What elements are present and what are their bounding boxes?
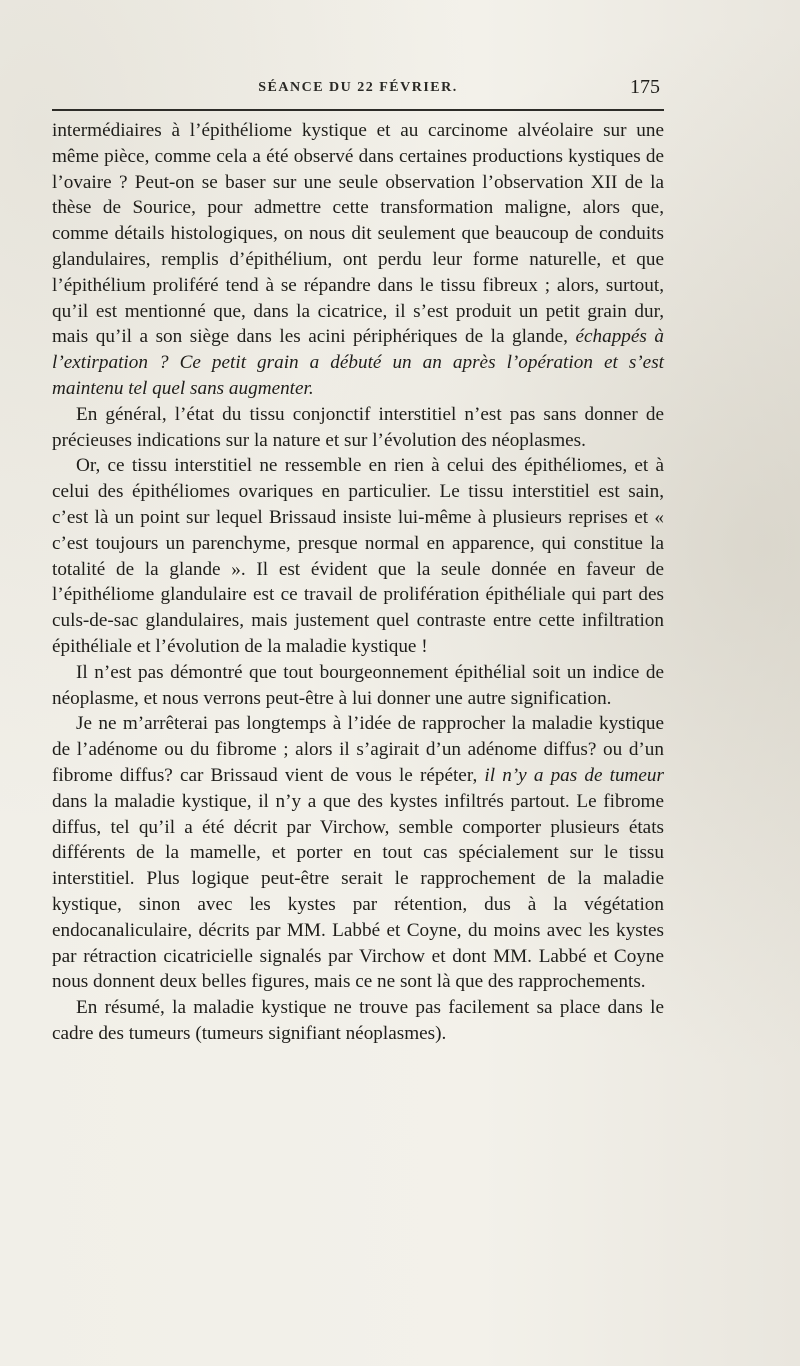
page-header [52, 76, 664, 104]
text-run: dans la maladie kystique, il n’y a que des kystes infiltrés partout. Le fibrome diffus, tel qu’il a été décrit par Virchow, semble comporter plusieurs états différents de la mamelle, et porter en tout cas spécialement sur le tissu interstitiel. Plus logique peut-être serait le rapprochement de la maladie kystique, sinon avec les kystes par rétention, dus à la végétation endocanaliculaire, décrits par MM. Labbé et Coyne, du moins avec les kystes par rétraction cicatricielle signalés par Virchow et dont MM. Labbé et Coyne nous donnent deux belles figures, mais ce ne sont là que des rapprochements. [52, 790, 664, 993]
text-run: Or, ce tissu interstitiel ne ressemble en rien à celui des épithéliomes, et à celui des épithéliomes ovariques en particulier. Le tissu interstitiel est sain, c’est là un point sur lequel Brissaud insiste lui-même à plusieurs reprises et « c’est toujours un parenchyme, presque normal en apparence, qui constitue la totalité de la glande ». Il est évident que la seule donnée en faveur de l’épithéliome glandulaire est ce travail de prolifération épithéliale qui part des culs-de-sac glandulaires, mais justement quel contraste entre cette infiltration épithéliale et l’évolution de la maladie kystique ! [52, 455, 664, 657]
paragraph [52, 453, 664, 659]
italic-run: il n’y a pas de tumeur [484, 764, 664, 786]
paragraph [52, 402, 664, 454]
body-text [52, 118, 664, 1047]
text-run: Il n’est pas démontré que tout bourgeonnement épithélial soit un indice de néoplasme, et nous verrons peut-être à lui donner une autre signification. [52, 661, 664, 709]
paragraph [52, 118, 664, 402]
italic-run: échappés à l’extirpation ? Ce petit grain a débuté un an après l’opération et s’est maintenu tel quel sans augmenter. [52, 326, 664, 399]
text-run: Je ne m’arrêterai pas longtemps à l’idée de rapprocher la maladie kystique de l’adénome ou du fibrome ; alors il s’agirait d’un adénome diffus? ou d’un fibrome diffus? car Brissaud vient de vous le répéter, [52, 713, 664, 786]
header-rule [52, 109, 664, 111]
paragraph [52, 711, 664, 995]
paragraph [52, 995, 664, 1047]
paragraph [52, 660, 664, 712]
text-run: En résumé, la maladie kystique ne trouve pas facilement sa place dans le cadre des tumeurs (tumeurs signifiant néoplasmes). [52, 997, 664, 1044]
text-run: En général, l’état du tissu conjonctif interstitiel n’est pas sans donner de précieuses indications sur la nature et sur l’évolution des néoplasmes. [52, 403, 664, 451]
text-run: intermédiaires à l’épithéliome kystique et au carcinome alvéolaire sur une même pièce, comme cela a été observé dans certaines productions kystiques de l’ovaire ? Peut-on se baser sur une seule observation l’observation XII de la thèse de Sourice, pour admettre cette transformation maligne, alors que, comme détails histologiques, on nous dit seulement que beaucoup de conduits glandulaires, remplis d’épithélium, ont perdu leur forme naturelle, et que l’épithélium proliféré tend à se répandre dans le tissu fibreux ; alors, surtout, qu’il est mentionné que, dans la cicatrice, il s’est produit un petit grain dur, mais qu’il a son siège dans les acini périphériques de la glande, [52, 120, 664, 348]
page-number: 175 [630, 76, 660, 98]
running-title: SÉANCE DU 22 FÉVRIER. [258, 80, 458, 95]
